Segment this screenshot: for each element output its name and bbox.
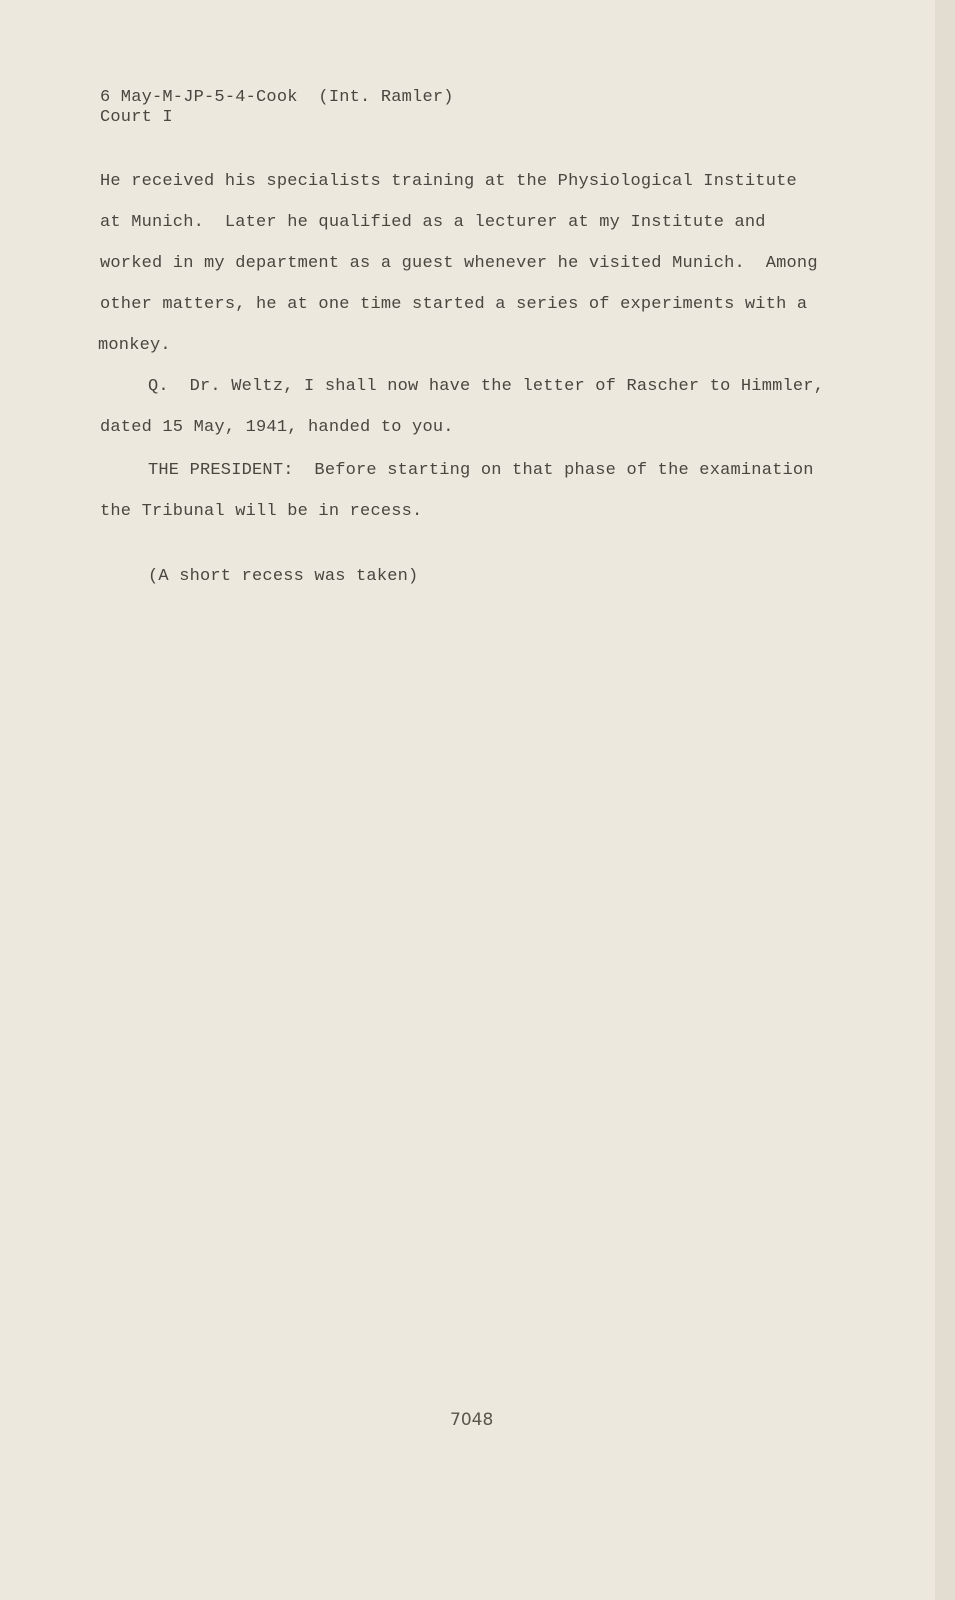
header-line-1: 6 May-M-JP-5-4-Cook (Int. Ramler) <box>100 88 454 107</box>
paragraph-1-line-5: monkey. <box>98 336 171 355</box>
paragraph-1-line-2: at Munich. Later he qualified as a lecturer at my Institute and <box>100 213 766 232</box>
recess-note: (A short recess was taken) <box>148 567 419 586</box>
paper-edge-shadow <box>935 0 955 1600</box>
paragraph-1-line-3: worked in my department as a guest whenever he visited Munich. Among <box>100 254 818 273</box>
paragraph-3-line-2: the Tribunal will be in recess. <box>100 502 423 521</box>
paragraph-1-line-4: other matters, he at one time started a series of experiments with a <box>100 295 808 314</box>
paragraph-3-line-1: THE PRESIDENT: Before starting on that phase of the examination <box>148 461 814 480</box>
paragraph-2-line-1: Q. Dr. Weltz, I shall now have the letter of Rascher to Himmler, <box>148 377 825 396</box>
paragraph-2-line-2: dated 15 May, 1941, handed to you. <box>100 418 454 437</box>
header-line-2: Court I <box>100 108 173 127</box>
paragraph-1-line-1: He received his specialists training at the Physiological Institute <box>100 172 797 191</box>
page-number: 7048 <box>450 1410 494 1430</box>
